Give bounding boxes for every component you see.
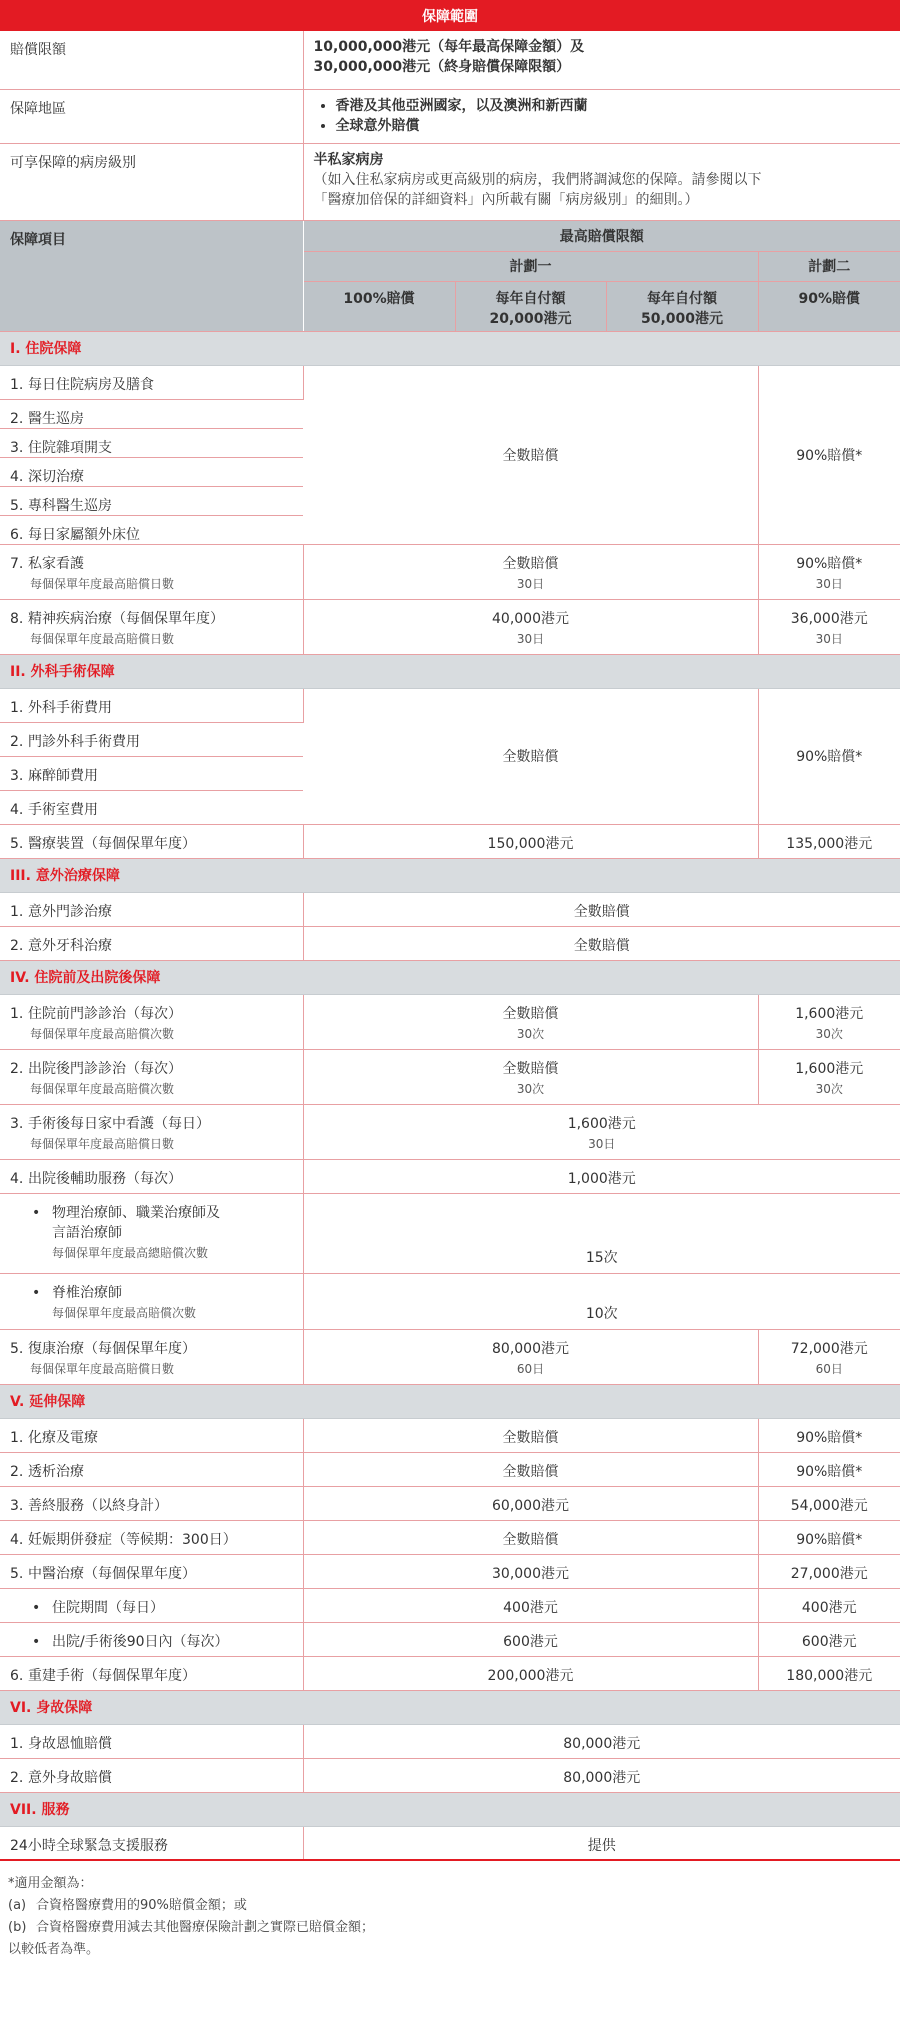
plan1-value: 全數賠償 [303, 365, 758, 544]
plan1-value: 全數賠償 30次 [303, 994, 758, 1049]
item-label: 7. 私家看護 每個保單年度最高賠償日數 [0, 544, 303, 599]
ward-title: 半私家病房 [313, 151, 384, 168]
item-label: 1. 每日住院病房及膳食 [0, 365, 303, 399]
plan2-value: 54,000港元 [758, 1486, 900, 1520]
footnote-b: (b) 合資格醫療費用減去其他醫療保險計劃之實際已賠償金額； [8, 1920, 375, 1935]
item-label: 5. 復康治療（每個保單年度） 每個保單年度最高賠償日數 [0, 1329, 303, 1384]
table-row [0, 1826, 900, 1860]
info-row-region [0, 89, 900, 143]
table-row [0, 1273, 900, 1329]
table-row [0, 1758, 900, 1792]
plan1-value: 60,000港元 [303, 1486, 758, 1520]
item-label: 1. 化療及電療 [0, 1418, 303, 1452]
plan2-value: 27,000港元 [758, 1554, 900, 1588]
item-label: 4. 深切治療 [0, 457, 303, 486]
info-label: 可享保障的病房級別 [0, 143, 303, 220]
table-row [0, 1486, 900, 1520]
plan1-value: 全數賠償 [303, 1418, 758, 1452]
table-row [0, 1656, 900, 1690]
item-label: 8. 精神疾病治療（每個保單年度） 每個保單年度最高賠償日數 [0, 599, 303, 654]
plan2-value: 90%賠償* [758, 688, 900, 824]
table-row [0, 1520, 900, 1554]
table-row [0, 1418, 900, 1452]
plan2-value: 90%賠償* [758, 1452, 900, 1486]
col-50000-header: 每年自付額 50,000港元 [606, 281, 758, 331]
item-label: 6. 重建手術（每個保單年度） [0, 1656, 303, 1690]
region-item: • 全球意外賠償 [336, 116, 891, 136]
plan2-value: 1,600港元 30次 [758, 1049, 900, 1104]
plan2-value: 72,000港元 60日 [758, 1329, 900, 1384]
table-row [0, 1049, 900, 1104]
plan2-value: 600港元 [758, 1622, 900, 1656]
section-title: I. 住院保障 [0, 331, 900, 365]
section-header [0, 331, 900, 365]
section-title: II. 外科手術保障 [0, 654, 900, 688]
table-row [0, 994, 900, 1049]
item-label: 1. 身故恩恤賠償 [0, 1724, 303, 1758]
section-header [0, 1690, 900, 1724]
combined-value: 提供 [303, 1826, 900, 1860]
table-row [0, 1452, 900, 1486]
table-row [0, 1588, 900, 1622]
col-item-header: 保障項目 [0, 220, 303, 331]
section-header [0, 960, 900, 994]
footnote-intro: *適用金額為： [8, 1876, 93, 1891]
item-label: 4. 出院後輔助服務（每次） [0, 1159, 303, 1193]
table-row [0, 824, 900, 858]
plan2-value: 180,000港元 [758, 1656, 900, 1690]
item-label: 3. 住院雜項開支 [0, 428, 303, 457]
plan1-value: 40,000港元 30日 [303, 599, 758, 654]
ward-note-1: （如入住私家病房或更高級別的病房，我們將調減您的保障。請參閱以下 [313, 171, 762, 188]
item-label: 1. 意外門診治療 [0, 892, 303, 926]
section-title: VI. 身故保障 [0, 1690, 900, 1724]
plan1-value: 80,000港元 60日 [303, 1329, 758, 1384]
table-row [0, 688, 900, 722]
item-label: 2. 透析治療 [0, 1452, 303, 1486]
page-title [0, 0, 900, 31]
section-header [0, 1792, 900, 1826]
item-label: • 物理治療師、職業治療師及 言語治療師 每個保單年度最高總賠償次數 [0, 1193, 303, 1273]
section-title: III. 意外治療保障 [0, 858, 900, 892]
col-100-header: 100%賠償 [303, 281, 455, 331]
section-header [0, 654, 900, 688]
table-row [0, 365, 900, 399]
col-20000-header: 每年自付額 20,000港元 [455, 281, 606, 331]
table-row [0, 892, 900, 926]
ward-note-2: 「醫療加倍保的詳細資料」內所載有關「病房級別」的細則。） [313, 191, 699, 208]
item-label: 2. 意外身故賠償 [0, 1758, 303, 1792]
info-value [303, 143, 900, 220]
region-item: • 香港及其他亞洲國家，以及澳洲和新西蘭 [336, 96, 891, 116]
plan2-value: 90%賠償* [758, 365, 900, 544]
col-max-header: 最高賠償限額 [303, 220, 900, 251]
plan1-value: 全數賠償 [303, 1520, 758, 1554]
footnote [8, 1873, 374, 1961]
section-title: IV. 住院前及出院後保障 [0, 960, 900, 994]
section-header [0, 1384, 900, 1418]
table-row [0, 1554, 900, 1588]
combined-value: 80,000港元 [303, 1758, 900, 1792]
combined-value: 80,000港元 [303, 1724, 900, 1758]
combined-value: 1,000港元 [303, 1159, 900, 1193]
combined-value: 10次 [303, 1273, 900, 1329]
item-label: 4. 手術室費用 [0, 790, 303, 824]
item-label: • 住院期間（每日） [0, 1588, 303, 1622]
plan2-value: 90%賠償* 30日 [758, 544, 900, 599]
plan1-value: 600港元 [303, 1622, 758, 1656]
page-title-text: 保障範圍 [422, 8, 478, 25]
item-label: • 出院/手術後90日內（每次） [0, 1622, 303, 1656]
section-title: V. 延伸保障 [0, 1384, 900, 1418]
info-label: 保障地區 [0, 89, 303, 143]
table-row [0, 1622, 900, 1656]
item-label: 3. 手術後每日家中看護（每日） 每個保單年度最高賠償日數 [0, 1104, 303, 1159]
plan1-value: 全數賠償 [303, 1452, 758, 1486]
item-label: 5. 中醫治療（每個保單年度） [0, 1554, 303, 1588]
section-title: VII. 服務 [0, 1792, 900, 1826]
plan2-value: 90%賠償* [758, 1520, 900, 1554]
combined-value: 15次 [303, 1193, 900, 1273]
table-row [0, 599, 900, 654]
item-label: 2. 門診外科手術費用 [0, 722, 303, 756]
plan1-value: 30,000港元 [303, 1554, 758, 1588]
benefit-table [0, 31, 900, 1861]
table-row [0, 544, 900, 599]
info-row-ward [0, 143, 900, 220]
combined-value: 全數賠償 [303, 892, 900, 926]
plan2-value: 90%賠償* [758, 1418, 900, 1452]
table-row [0, 1104, 900, 1159]
plan1-value: 全數賠償 [303, 688, 758, 824]
section-header [0, 858, 900, 892]
plan1-value: 200,000港元 [303, 1656, 758, 1690]
plan1-value: 全數賠償 30次 [303, 1049, 758, 1104]
item-label: 6. 每日家屬額外床位 [0, 515, 303, 544]
plan1-value: 全數賠償 30日 [303, 544, 758, 599]
item-label: 2. 意外牙科治療 [0, 926, 303, 960]
item-label: • 脊椎治療師 每個保單年度最高賠償次數 [0, 1273, 303, 1329]
limit-line-2: 30,000,000港元（終身賠償保障限額） [313, 59, 571, 75]
col-plan1-header: 計劃一 [303, 251, 758, 281]
plan1-value: 400港元 [303, 1588, 758, 1622]
limit-line-1: 10,000,000港元（每年最高保障金額）及 [313, 39, 585, 55]
combined-value: 1,600港元 30日 [303, 1104, 900, 1159]
footnote-last: 以較低者為準。 [8, 1942, 100, 1957]
combined-value: 全數賠償 [303, 926, 900, 960]
plan1-value: 150,000港元 [303, 824, 758, 858]
info-value [303, 31, 900, 89]
column-header-row [0, 220, 900, 251]
plan2-value: 135,000港元 [758, 824, 900, 858]
item-label: 3. 麻醉師費用 [0, 756, 303, 790]
item-label: 2. 出院後門診診治（每次） 每個保單年度最高賠償次數 [0, 1049, 303, 1104]
plan2-value: 1,600港元 30次 [758, 994, 900, 1049]
info-value [303, 89, 900, 143]
plan2-value: 400港元 [758, 1588, 900, 1622]
item-label: 4. 妊娠期併發症（等候期：300日） [0, 1520, 303, 1554]
footnote-a: (a) 合資格醫療費用的90%賠償金額；或 [8, 1898, 247, 1913]
col-plan2-header: 計劃二 [758, 251, 900, 281]
item-label: 5. 醫療裝置（每個保單年度） [0, 824, 303, 858]
item-label: 1. 住院前門診診治（每次） 每個保單年度最高賠償次數 [0, 994, 303, 1049]
plan2-value: 36,000港元 30日 [758, 599, 900, 654]
item-label: 2. 醫生巡房 [0, 399, 303, 428]
item-label: 5. 專科醫生巡房 [0, 486, 303, 515]
item-label: 24小時全球緊急支援服務 [0, 1826, 303, 1860]
info-label: 賠償限額 [0, 31, 303, 89]
info-row-limit [0, 31, 900, 89]
col-90-header: 90%賠償 [758, 281, 900, 331]
table-row [0, 1329, 900, 1384]
item-label: 1. 外科手術費用 [0, 688, 303, 722]
table-row [0, 1193, 900, 1273]
table-row [0, 1159, 900, 1193]
table-row [0, 1724, 900, 1758]
table-row [0, 926, 900, 960]
item-label: 3. 善終服務（以終身計） [0, 1486, 303, 1520]
